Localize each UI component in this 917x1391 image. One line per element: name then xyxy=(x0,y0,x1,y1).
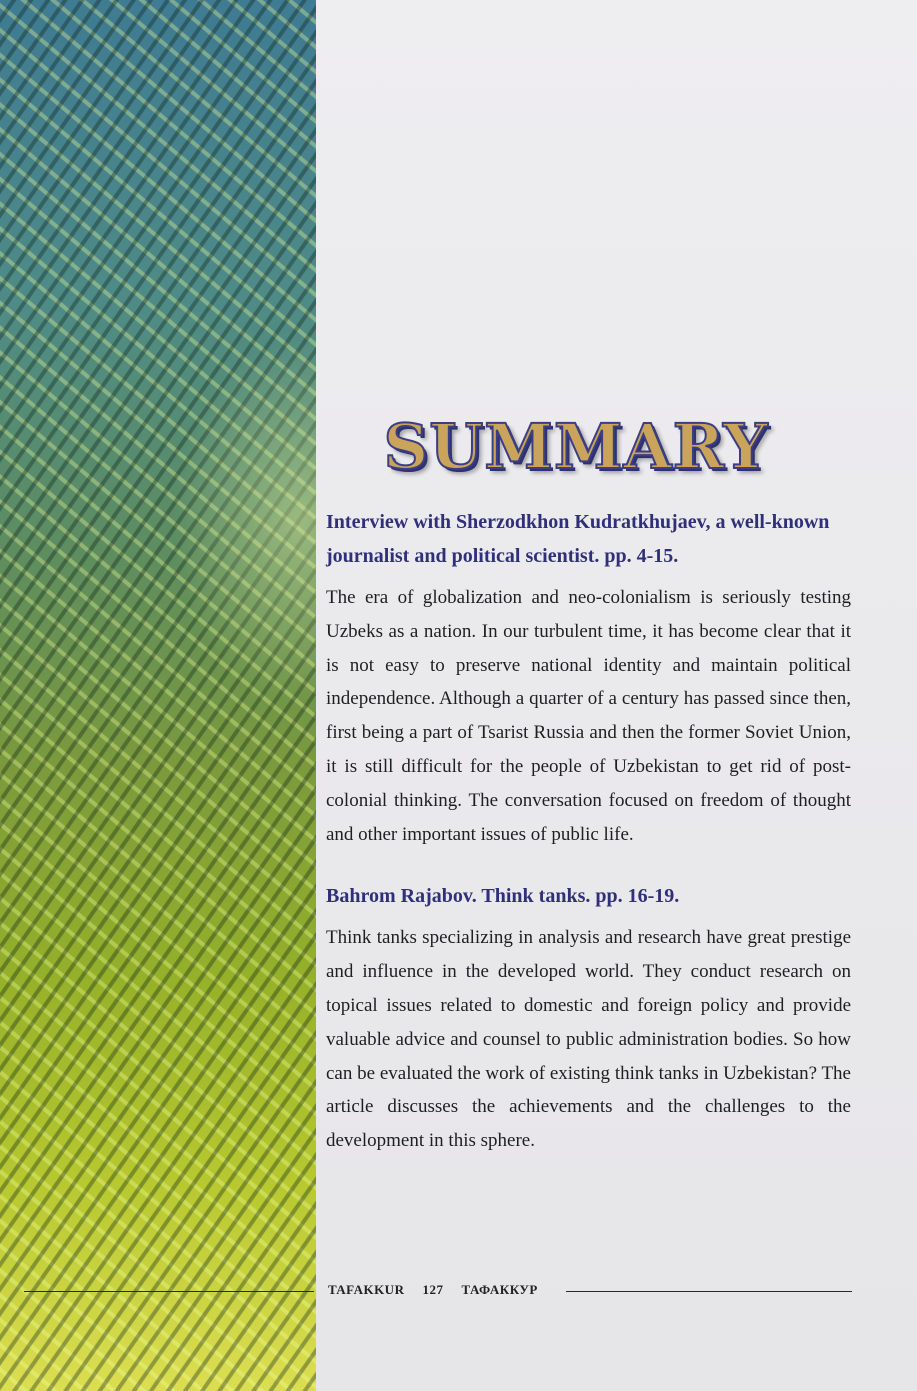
summary-content xyxy=(326,505,851,1158)
page-number: 127 xyxy=(422,1282,444,1297)
title-container xyxy=(316,410,836,483)
article-body: Think tanks specializing in analysis and research have great prestige and influence in the developed world. They conduct research on topical issues related to domestic and foreign policy and provide valuable advice and counsel to public administration bodies. So how can be evaluated the work of existing think tanks in Uzbekistan? The article discusses the achievements and the challenges to the development in this sphere. xyxy=(326,927,851,1152)
article-body: The era of globalization and neo-colonialism is seriously testing Uzbeks as a nation. In our turbulent time, it has become clear that it is not easy to preserve national identity and maintain political independence. Although a quarter of a century has passed since then, first being a part of Tsarist Russia and then the former Soviet Union, it is still difficult for the people of Uzbekistan to get rid of post-colonial thinking. The conversation focused on freedom of thought and other important issues of public life. xyxy=(326,587,851,845)
journal-name-latin: TAFAKKUR xyxy=(328,1282,405,1297)
article-summary xyxy=(326,879,851,1158)
footer-rule-left xyxy=(24,1291,314,1292)
article-heading: Bahrom Rajabov. Think tanks. pp. 16-19. xyxy=(326,885,680,908)
artwork-glow xyxy=(0,0,316,1391)
page-title: SUMMARY xyxy=(383,410,769,483)
footer-rule-right xyxy=(566,1291,852,1292)
article-summary xyxy=(326,505,851,851)
footer-text xyxy=(328,1282,556,1298)
page-footer xyxy=(0,1280,917,1304)
journal-name-cyrillic: ТАФАККУР xyxy=(461,1282,538,1297)
article-heading: Interview with Sherzodkhon Kudratkhujaev, a well-known journalist and political scientist. pp. 4-15. xyxy=(326,511,830,567)
